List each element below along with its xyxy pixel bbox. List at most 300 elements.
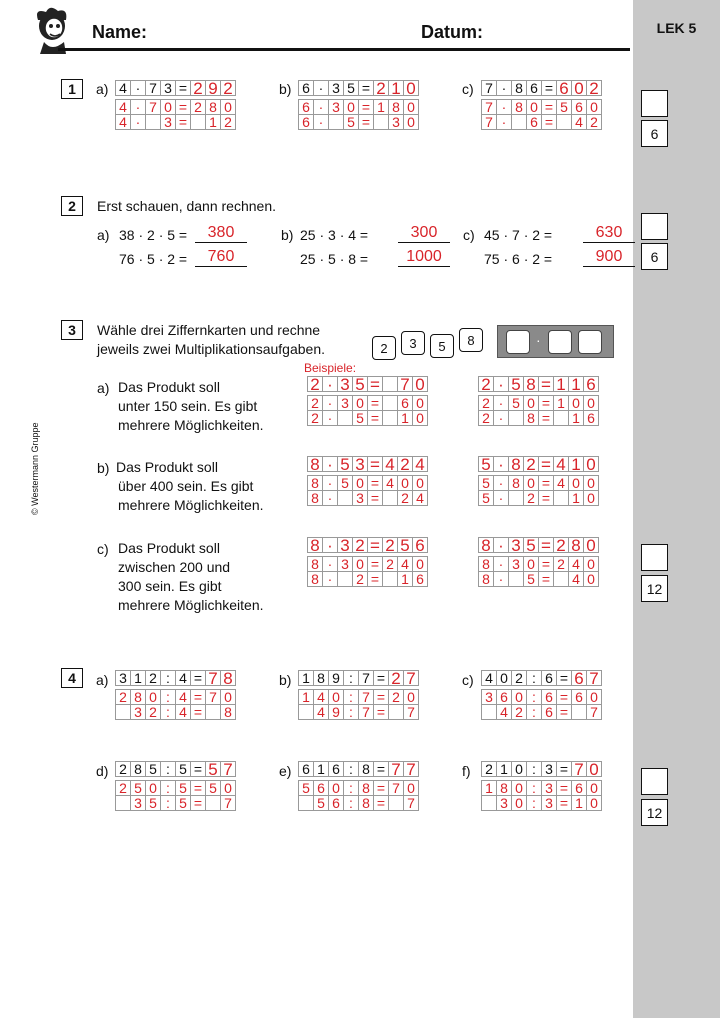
answer-field[interactable]: 900 — [583, 248, 635, 267]
grid-cell: 7 — [481, 99, 497, 115]
grid-cell: 1 — [388, 80, 404, 96]
grid-cell: 2 — [523, 456, 539, 472]
grid-cell: 7 — [205, 689, 221, 705]
grid-cell: 6 — [556, 80, 572, 96]
grid-cell: 0 — [160, 99, 176, 115]
grid-cell — [388, 704, 404, 720]
grid-cell: 8 — [478, 537, 494, 553]
grid-cell: 1 — [553, 376, 569, 392]
grid-cell: 8 — [307, 537, 323, 553]
grid-row — [478, 556, 598, 571]
grid-cell: = — [373, 795, 389, 811]
grid-cell: 6 — [526, 80, 542, 96]
task-number: 4 — [61, 668, 83, 688]
item-label: c) — [462, 81, 474, 97]
grid-cell: 8 — [220, 704, 236, 720]
grid-cell: : — [526, 780, 542, 796]
grid-cell: · — [322, 410, 338, 426]
grid-cell: 0 — [586, 780, 602, 796]
grid-cell: 7 — [403, 795, 419, 811]
grid-cell: : — [526, 670, 542, 686]
score-box[interactable] — [641, 768, 668, 795]
grid-cell: 6 — [412, 571, 428, 587]
grid-cell: 6 — [526, 114, 542, 130]
grid-cell: 3 — [328, 99, 344, 115]
grid-cell: 7 — [481, 80, 497, 96]
grid-cell — [382, 395, 398, 411]
grid-cell: 3 — [541, 780, 557, 796]
grid-cell: 4 — [175, 689, 191, 705]
grid-cell: = — [367, 571, 383, 587]
grid-cell: 0 — [352, 556, 368, 572]
grid-cell: 3 — [496, 795, 512, 811]
grid-cell: 2 — [388, 670, 404, 686]
grid-cell: 0 — [403, 689, 419, 705]
calc-grid — [115, 670, 235, 719]
grid-row — [115, 78, 235, 98]
grid-cell: 1 — [130, 670, 146, 686]
grid-cell: 2 — [388, 689, 404, 705]
grid-cell — [511, 114, 527, 130]
expression: 25 · 5 · 8 = — [300, 251, 369, 267]
grid-cell: 0 — [583, 556, 599, 572]
grid-cell: = — [367, 490, 383, 506]
grid-cell: 1 — [568, 490, 584, 506]
expression: 38 · 2 · 5 = — [119, 227, 188, 243]
grid-cell: 6 — [298, 99, 314, 115]
grid-cell: 0 — [412, 395, 428, 411]
item-label: f) — [462, 763, 471, 779]
expression: 25 · 3 · 4 = — [300, 227, 369, 243]
grid-cell: 3 — [130, 795, 146, 811]
grid-cell: = — [190, 704, 206, 720]
score-box[interactable] — [641, 544, 668, 571]
grid-cell — [190, 114, 206, 130]
grid-cell: 0 — [586, 795, 602, 811]
grid-cell: = — [556, 704, 572, 720]
grid-row — [481, 78, 601, 98]
part-text: mehrere Möglichkeiten. — [118, 597, 264, 613]
grid-cell: 5 — [352, 376, 368, 392]
grid-cell: : — [160, 761, 176, 777]
grid-cell: = — [367, 410, 383, 426]
grid-cell: 7 — [571, 761, 587, 777]
grid-cell: 2 — [553, 537, 569, 553]
task-number: 2 — [61, 196, 83, 216]
item-label: c) — [97, 541, 109, 557]
tray-slot — [548, 330, 572, 354]
grid-cell: 8 — [358, 761, 374, 777]
grid-cell: · — [130, 99, 146, 115]
grid-cell — [382, 376, 398, 392]
grid-cell — [115, 795, 131, 811]
grid-cell: 0 — [511, 780, 527, 796]
grid-cell: 8 — [205, 99, 221, 115]
grid-cell: = — [190, 761, 206, 777]
grid-cell: 9 — [328, 670, 344, 686]
part-text: Das Produkt soll — [116, 459, 218, 475]
grid-cell: 5 — [343, 80, 359, 96]
grid-cell: 8 — [130, 761, 146, 777]
grid-cell: · — [493, 556, 509, 572]
grid-cell: 0 — [220, 99, 236, 115]
grid-row — [115, 114, 235, 129]
grid-cell: 0 — [583, 475, 599, 491]
grid-cell: 8 — [511, 99, 527, 115]
grid-cell: 1 — [205, 114, 221, 130]
calc-grid — [481, 761, 601, 810]
calc-grid — [307, 456, 427, 505]
grid-cell: 8 — [496, 780, 512, 796]
tray-slot — [578, 330, 602, 354]
grid-cell: 7 — [358, 704, 374, 720]
grid-cell: 0 — [328, 689, 344, 705]
grid-cell — [553, 571, 569, 587]
grid-cell: 1 — [373, 99, 389, 115]
grid-cell: 9 — [205, 80, 221, 96]
grid-cell: : — [160, 780, 176, 796]
grid-cell: · — [493, 571, 509, 587]
grid-cell: · — [313, 99, 329, 115]
grid-cell: 3 — [337, 537, 353, 553]
grid-cell: 7 — [358, 689, 374, 705]
grid-cell: 2 — [307, 410, 323, 426]
grid-cell: 0 — [397, 475, 413, 491]
grid-cell — [337, 571, 353, 587]
date-label: Datum: — [421, 22, 483, 42]
expression: 75 · 6 · 2 = — [484, 251, 553, 267]
grid-cell: · — [493, 410, 509, 426]
grid-cell: 0 — [145, 780, 161, 796]
grid-cell: = — [367, 456, 383, 472]
grid-cell: 4 — [175, 704, 191, 720]
grid-cell: 6 — [583, 410, 599, 426]
grid-cell: 2 — [511, 670, 527, 686]
grid-cell: · — [313, 114, 329, 130]
grid-cell: : — [526, 689, 542, 705]
grid-cell: 4 — [175, 670, 191, 686]
grid-cell: 4 — [115, 80, 131, 96]
grid-cell: 8 — [307, 490, 323, 506]
grid-row — [481, 668, 601, 688]
grid-cell: 4 — [571, 114, 587, 130]
grid-row — [115, 99, 235, 114]
digit-card: 8 — [459, 328, 483, 352]
grid-cell: 6 — [298, 761, 314, 777]
item-label: b) — [281, 227, 294, 243]
grid-cell: 1 — [298, 689, 314, 705]
grid-cell: 0 — [412, 376, 428, 392]
grid-row — [307, 374, 427, 394]
grid-cell: 8 — [358, 795, 374, 811]
grid-cell: 0 — [412, 410, 428, 426]
test-code: LEK 5 — [656, 20, 697, 36]
grid-cell: · — [130, 114, 146, 130]
grid-cell: 8 — [508, 456, 524, 472]
grid-cell: : — [160, 689, 176, 705]
grid-cell: 2 — [478, 376, 494, 392]
grid-cell: 5 — [205, 761, 221, 777]
grid-row — [478, 571, 598, 586]
grid-cell: = — [367, 556, 383, 572]
answer-field[interactable]: 760 — [195, 248, 247, 267]
grid-cell: · — [313, 80, 329, 96]
grid-cell: 0 — [403, 99, 419, 115]
grid-cell: 4 — [313, 689, 329, 705]
grid-cell: : — [343, 761, 359, 777]
answer-field[interactable]: 1000 — [398, 248, 450, 267]
score-box[interactable] — [641, 213, 668, 240]
grid-cell: 4 — [496, 704, 512, 720]
grid-cell: 0 — [571, 80, 587, 96]
grid-cell: 8 — [307, 456, 323, 472]
grid-cell: 3 — [160, 114, 176, 130]
grid-cell — [373, 114, 389, 130]
grid-cell: 8 — [307, 475, 323, 491]
answer-field[interactable]: 630 — [583, 224, 635, 243]
grid-cell: = — [175, 114, 191, 130]
grid-cell: · — [496, 99, 512, 115]
calc-grid — [307, 376, 427, 425]
grid-cell: 0 — [586, 761, 602, 777]
grid-cell: 6 — [298, 80, 314, 96]
grid-cell: 2 — [352, 537, 368, 553]
grid-cell: 7 — [397, 376, 413, 392]
grid-cell: = — [358, 80, 374, 96]
grid-row — [298, 668, 418, 688]
grid-cell: 5 — [478, 475, 494, 491]
grid-cell: 5 — [205, 780, 221, 796]
grid-cell: 5 — [130, 780, 146, 796]
grid-cell: : — [343, 795, 359, 811]
grid-cell: 2 — [478, 410, 494, 426]
grid-cell: · — [322, 571, 338, 587]
grid-row — [481, 704, 601, 719]
grid-cell: = — [367, 475, 383, 491]
grid-cell: 4 — [313, 704, 329, 720]
grid-cell: = — [367, 376, 383, 392]
grid-row — [481, 689, 601, 704]
grid-cell: · — [322, 456, 338, 472]
grid-cell: 7 — [145, 80, 161, 96]
grid-cell: 0 — [523, 395, 539, 411]
grid-cell: 2 — [220, 114, 236, 130]
grid-cell: 3 — [337, 395, 353, 411]
grid-cell: 2 — [145, 670, 161, 686]
grid-cell — [298, 704, 314, 720]
grid-cell — [382, 410, 398, 426]
calc-grid — [478, 376, 598, 425]
grid-cell: 2 — [586, 80, 602, 96]
grid-cell: 0 — [220, 689, 236, 705]
grid-cell: = — [556, 670, 572, 686]
part-text: Das Produkt soll — [118, 540, 220, 556]
item-label: a) — [96, 81, 109, 97]
grid-cell: 1 — [568, 456, 584, 472]
grid-cell: 5 — [175, 780, 191, 796]
grid-cell: 1 — [496, 761, 512, 777]
grid-cell: 3 — [352, 456, 368, 472]
grid-cell: 3 — [508, 537, 524, 553]
grid-cell: 4 — [568, 556, 584, 572]
grid-cell: 0 — [328, 780, 344, 796]
grid-cell: = — [541, 114, 557, 130]
grid-cell: 1 — [313, 761, 329, 777]
grid-cell — [337, 410, 353, 426]
grid-cell: : — [526, 761, 542, 777]
grid-cell: : — [526, 704, 542, 720]
item-label: a) — [97, 227, 110, 243]
grid-cell: 1 — [571, 795, 587, 811]
grid-cell: 1 — [568, 376, 584, 392]
grid-cell: = — [556, 795, 572, 811]
grid-cell: = — [538, 395, 554, 411]
grid-cell: 5 — [508, 395, 524, 411]
grid-cell — [553, 490, 569, 506]
grid-cell: 2 — [553, 556, 569, 572]
grid-cell: 4 — [412, 490, 428, 506]
grid-row — [298, 759, 418, 779]
sidebar — [633, 0, 720, 1018]
grid-cell: 6 — [541, 689, 557, 705]
grid-cell: = — [373, 761, 389, 777]
score-box[interactable] — [641, 90, 668, 117]
grid-row — [481, 795, 601, 810]
grid-cell: = — [175, 80, 191, 96]
task-instruction: Erst schauen, dann rechnen. — [97, 198, 277, 214]
grid-cell — [553, 410, 569, 426]
answer-field[interactable]: 300 — [398, 224, 450, 243]
grid-cell: 0 — [586, 689, 602, 705]
calc-grid — [481, 670, 601, 719]
grid-cell: : — [160, 670, 176, 686]
grid-cell: 0 — [343, 99, 359, 115]
grid-cell: 8 — [508, 475, 524, 491]
grid-cell: 7 — [586, 704, 602, 720]
grid-cell: 8 — [478, 571, 494, 587]
grid-cell: 5 — [352, 410, 368, 426]
grid-cell: 2 — [145, 704, 161, 720]
grid-cell: 6 — [541, 670, 557, 686]
grid-cell: 2 — [478, 395, 494, 411]
grid-cell: = — [358, 99, 374, 115]
grid-cell — [337, 490, 353, 506]
grid-cell: 8 — [130, 689, 146, 705]
answer-field[interactable]: 380 — [195, 224, 247, 243]
grid-cell: 6 — [571, 99, 587, 115]
grid-cell: 0 — [583, 395, 599, 411]
grid-cell: : — [160, 704, 176, 720]
grid-row — [307, 571, 427, 586]
grid-cell: 6 — [412, 537, 428, 553]
grid-cell: 4 — [568, 571, 584, 587]
grid-cell: 0 — [583, 456, 599, 472]
copyright-notice: © Westermann Gruppe — [30, 422, 40, 515]
task-instruction: Wähle drei Ziffernkarten und rechne — [97, 322, 321, 338]
grid-cell: = — [538, 456, 554, 472]
grid-cell: 5 — [478, 456, 494, 472]
grid-cell: 8 — [523, 376, 539, 392]
grid-cell: · — [322, 490, 338, 506]
grid-cell: 6 — [313, 780, 329, 796]
grid-cell: 7 — [358, 670, 374, 686]
grid-cell: = — [538, 475, 554, 491]
grid-cell: : — [343, 704, 359, 720]
grid-cell: 2 — [586, 114, 602, 130]
grid-cell: = — [538, 490, 554, 506]
grid-cell: = — [190, 795, 206, 811]
expression: 45 · 7 · 2 = — [484, 227, 553, 243]
grid-cell: 9 — [328, 704, 344, 720]
grid-cell — [145, 114, 161, 130]
grid-row — [115, 668, 235, 688]
grid-cell: 5 — [145, 761, 161, 777]
grid-cell: 1 — [298, 670, 314, 686]
grid-cell: 5 — [313, 795, 329, 811]
grid-cell: = — [367, 537, 383, 553]
grid-cell: · — [322, 475, 338, 491]
grid-cell: 3 — [388, 114, 404, 130]
grid-cell: 0 — [403, 80, 419, 96]
expression: 76 · 5 · 2 = — [119, 251, 188, 267]
grid-cell — [481, 795, 497, 811]
grid-cell: 5 — [175, 761, 191, 777]
tray-slot — [506, 330, 530, 354]
grid-cell: 8 — [511, 80, 527, 96]
grid-cell: 4 — [115, 114, 131, 130]
grid-cell: = — [358, 114, 374, 130]
calc-grid — [481, 80, 601, 129]
grid-row — [478, 454, 598, 474]
grid-cell: 6 — [496, 689, 512, 705]
grid-cell: 0 — [583, 537, 599, 553]
grid-cell — [388, 795, 404, 811]
grid-cell: · — [496, 114, 512, 130]
grid-cell: 7 — [403, 761, 419, 777]
grid-cell: 5 — [508, 376, 524, 392]
grid-cell: 3 — [160, 80, 176, 96]
name-label: Name: — [92, 22, 148, 42]
grid-row — [481, 759, 601, 779]
grid-cell: 7 — [220, 761, 236, 777]
grid-row — [478, 374, 598, 394]
grid-cell: 2 — [190, 99, 206, 115]
grid-cell: 2 — [115, 689, 131, 705]
grid-cell — [382, 571, 398, 587]
grid-row — [307, 475, 427, 490]
grid-cell: 4 — [553, 475, 569, 491]
grid-cell: = — [556, 761, 572, 777]
grid-cell: 8 — [313, 670, 329, 686]
grid-row — [307, 410, 427, 425]
grid-cell: 8 — [523, 410, 539, 426]
grid-cell: 0 — [511, 761, 527, 777]
grid-cell: : — [526, 795, 542, 811]
grid-cell: 0 — [583, 490, 599, 506]
grid-cell: 3 — [130, 704, 146, 720]
grid-cell: 2 — [307, 376, 323, 392]
part-text: 300 sein. Es gibt — [118, 578, 222, 594]
grid-cell: = — [556, 689, 572, 705]
grid-cell: : — [160, 795, 176, 811]
grid-cell: 3 — [352, 490, 368, 506]
grid-cell: = — [373, 670, 389, 686]
tray-dot: · — [536, 332, 541, 348]
grid-cell: 3 — [541, 795, 557, 811]
grid-cell: = — [373, 780, 389, 796]
grid-row — [115, 780, 235, 795]
grid-cell — [556, 114, 572, 130]
